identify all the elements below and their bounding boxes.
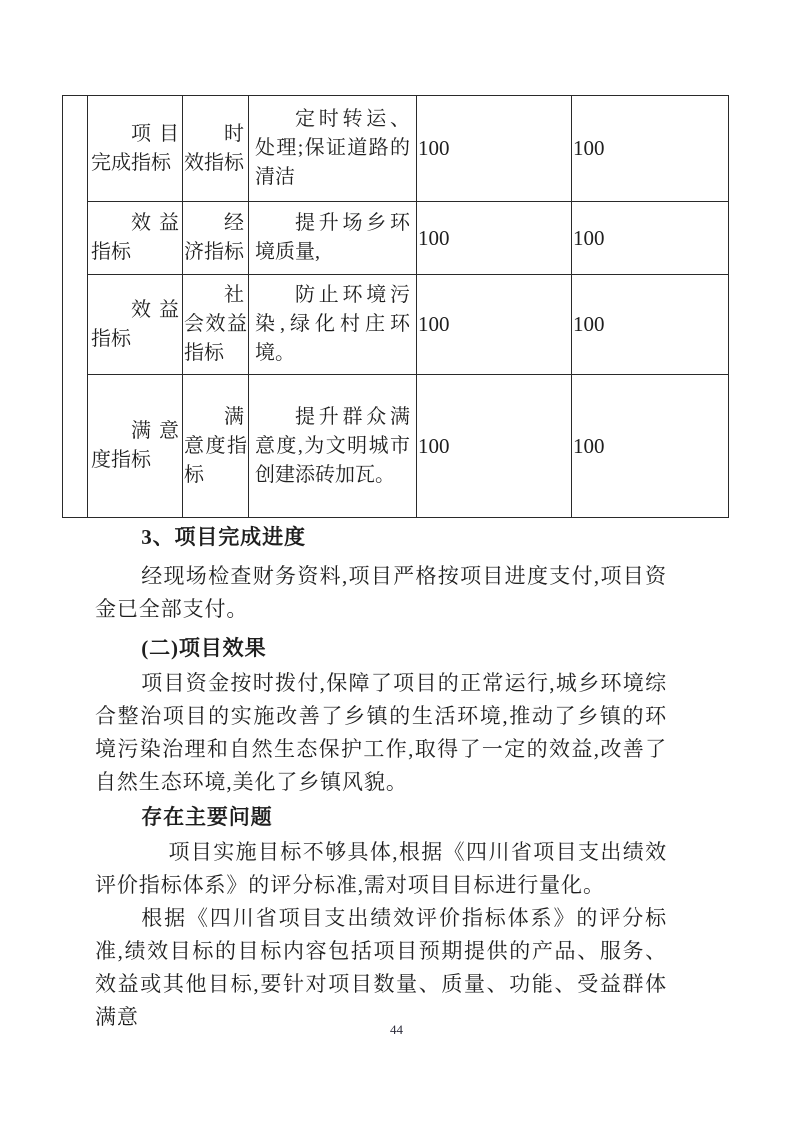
table-cell-empty-spanner xyxy=(63,96,88,518)
table-cell-level1: 项目完成指标 xyxy=(88,96,183,202)
table-cell-level2: 满意度指标 xyxy=(183,375,249,518)
document-body xyxy=(95,521,667,1034)
indicator-score-table xyxy=(62,95,729,518)
table-cell-description: 提升群众满意度,为文明城市创建添砖加瓦。 xyxy=(249,375,417,518)
table-row xyxy=(63,375,729,518)
table-cell-description: 提升场乡环境质量, xyxy=(249,202,417,275)
table-cell-level2: 经济指标 xyxy=(183,202,249,275)
table-cell-score1: 100 xyxy=(417,96,572,202)
table-cell-description: 定时转运、处理;保证道路的清洁 xyxy=(249,96,417,202)
table-cell-score2: 100 xyxy=(572,275,729,375)
table-row xyxy=(63,96,729,202)
table-cell-level1: 效益指标 xyxy=(88,275,183,375)
table-cell-level2: 时效指标 xyxy=(183,96,249,202)
table-row xyxy=(63,202,729,275)
page-number: 44 xyxy=(390,1022,403,1037)
table-cell-level1: 满意度指标 xyxy=(88,375,183,518)
paragraph-problem-1: 项目实施目标不够具体,根据《四川省项目支出绩效评价指标体系》的评分标准,需对项目目标进行量化。 xyxy=(95,840,667,897)
paragraph-project-progress: 经现场检查财务资料,项目严格按项目进度支付,项目资金已全部支付。 xyxy=(95,564,667,621)
heading-project-progress: 3、项目完成进度 xyxy=(141,525,306,549)
table-cell-level1: 效益指标 xyxy=(88,202,183,275)
table-cell-score2: 100 xyxy=(572,202,729,275)
paragraph-problem-2: 根据《四川省项目支出绩效评价指标体系》的评分标准,绩效目标的目标内容包括项目预期提供的产品、服务、效益或其他目标,要针对项目数量、质量、功能、受益群体满意 xyxy=(95,906,667,1029)
table-cell-level2: 社会效益指标 xyxy=(183,275,249,375)
paragraph-project-effect: 项目资金按时拨付,保障了项目的正常运行,城乡环境综合整治项目的实施改善了乡镇的生活环境,推动了乡镇的环境污染治理和自然生态保护工作,取得了一定的效益,改善了自然生态环境,美化了乡镇风貌。 xyxy=(95,671,667,794)
table-cell-score2: 100 xyxy=(572,96,729,202)
table-cell-score1: 100 xyxy=(417,375,572,518)
heading-main-problems: 存在主要问题 xyxy=(141,805,273,829)
table-cell-score2: 100 xyxy=(572,375,729,518)
table-cell-description: 防止环境污染,绿化村庄环境。 xyxy=(249,275,417,375)
heading-project-effect: (二)项目效果 xyxy=(141,636,267,660)
table-cell-score1: 100 xyxy=(417,202,572,275)
table-row xyxy=(63,275,729,375)
table-cell-score1: 100 xyxy=(417,275,572,375)
